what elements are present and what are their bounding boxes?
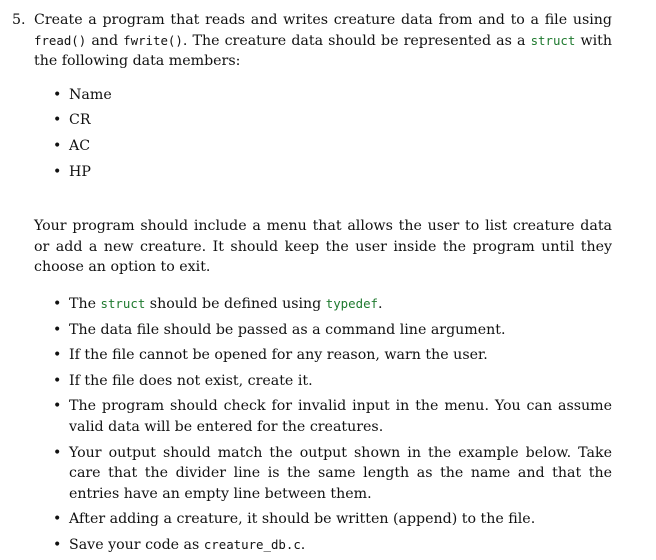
code-struct-keyword: struct xyxy=(530,32,576,48)
req-text: . xyxy=(300,536,306,553)
req-text: The xyxy=(69,295,101,312)
intro-text-4: with the following data members: xyxy=(34,32,613,70)
bullet: • xyxy=(53,536,62,553)
problem-number: 5. xyxy=(12,12,26,28)
assignment-document xyxy=(12,10,612,560)
bullet: • xyxy=(53,295,62,312)
bullet: • xyxy=(53,398,62,415)
bullet: • xyxy=(53,112,62,129)
requirement-typedef xyxy=(34,294,612,315)
member-label: Name xyxy=(69,86,112,103)
req-text: After adding a creature, it should be written (append) to the file. xyxy=(69,511,536,528)
code-struct-keyword: struct xyxy=(100,295,146,311)
req-text: should be defined using xyxy=(145,295,326,312)
code-fread: fread() xyxy=(34,32,87,48)
code-filename: creature_db.c xyxy=(203,536,301,552)
req-text: Save your code as xyxy=(69,536,204,553)
req-text: If the file cannot be opened for any reason, warn the user. xyxy=(69,347,488,364)
requirement-invalid-input xyxy=(34,396,612,437)
code-fwrite: fwrite() xyxy=(123,32,183,48)
member-label: AC xyxy=(69,137,91,154)
requirement-filename xyxy=(34,535,612,556)
bullet: • xyxy=(53,137,62,154)
requirement-create-file xyxy=(34,371,612,392)
list-item-hp xyxy=(34,162,612,183)
intro-text-3: . The creature data should be represented as a xyxy=(182,32,531,49)
requirements-list xyxy=(34,294,612,556)
bullet: • xyxy=(53,347,62,364)
bullet: • xyxy=(53,444,62,461)
data-members-list xyxy=(34,85,612,182)
req-text: The data file should be passed as a command line argument. xyxy=(69,321,506,338)
bullet: • xyxy=(53,86,62,103)
req-text: The program should check for invalid input in the menu. You can assume valid data will be entered for the creatures. xyxy=(69,398,612,435)
member-label: CR xyxy=(69,112,91,129)
menu-paragraph: Your program should include a menu that allows the user to list creature data or add a new creature. It should keep the user inside the program until they choose an option to exit. xyxy=(34,218,612,276)
list-item-ac xyxy=(34,136,612,157)
bullet: • xyxy=(53,321,62,338)
requirement-append xyxy=(34,509,612,530)
code-typedef-keyword: typedef xyxy=(325,295,378,311)
intro-text-2: and xyxy=(86,32,124,49)
req-text: If the file does not exist, create it. xyxy=(69,372,313,389)
req-text: . xyxy=(377,295,383,312)
requirement-output-format xyxy=(34,443,612,505)
member-label: HP xyxy=(69,163,91,180)
requirement-cli-argument xyxy=(34,320,612,341)
list-item-name xyxy=(34,85,612,106)
problem-content xyxy=(34,10,612,560)
bullet: • xyxy=(53,511,62,528)
list-item-cr xyxy=(34,110,612,131)
intro-paragraph xyxy=(34,10,612,72)
problem-5 xyxy=(12,10,612,560)
requirement-warn-user xyxy=(34,345,612,366)
bullet: • xyxy=(53,163,62,180)
intro-text-1: Create a program that reads and writes creature data from and to a file using xyxy=(34,12,612,28)
bullet: • xyxy=(53,372,62,389)
req-text: Your output should match the output shown in the example below. Take care that the divider line is the same length as the name and that the entries have an empty line between them. xyxy=(69,444,612,502)
